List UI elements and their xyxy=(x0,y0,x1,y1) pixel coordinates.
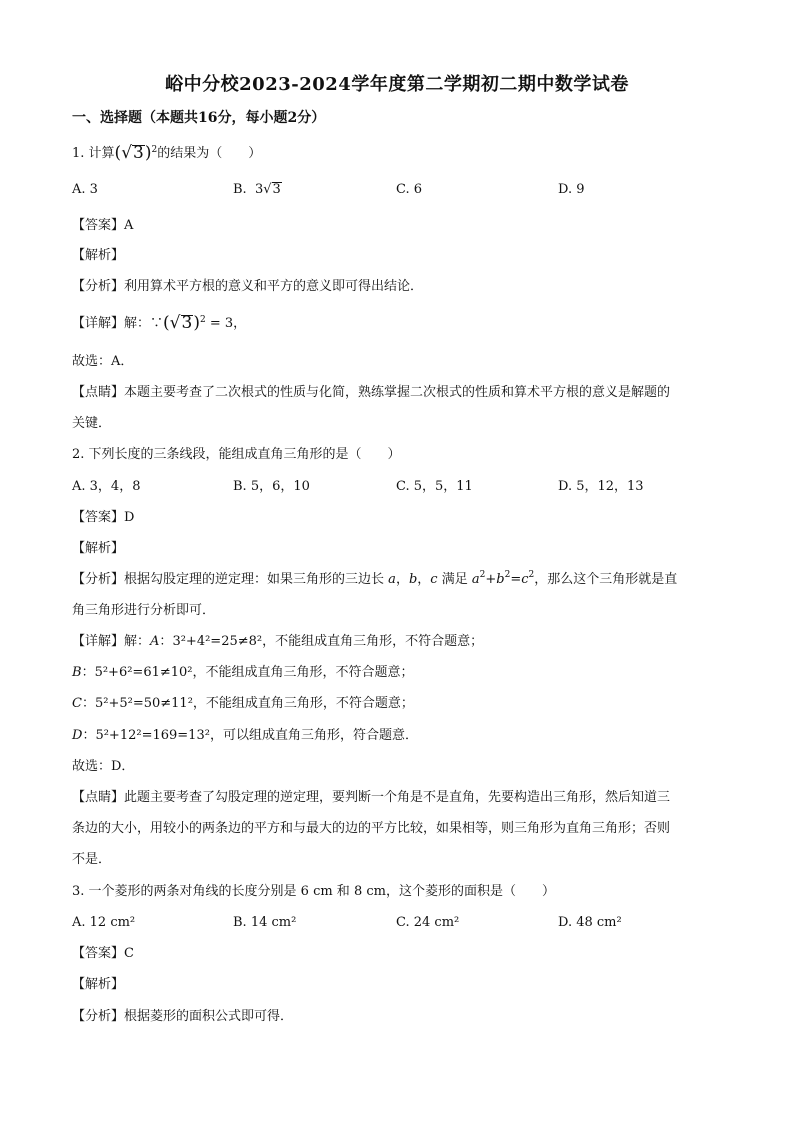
option-c: C. 6 xyxy=(396,182,423,197)
fenxi-2-line1: 【分析】根据勾股定理的逆定理：如果三角形的三边长 a，b，c 满足 $a^2+b^2=c^2$，那么这个三角形就是直 xyxy=(72,570,678,587)
sqrt3-squared-expression: $(√3)^2$ xyxy=(114,143,158,163)
question-1-stem xyxy=(72,144,261,163)
analysis-heading-3: 【解析】 xyxy=(72,977,125,992)
option-d: D. 9 xyxy=(558,182,585,197)
option-d: D. 48 cm² xyxy=(558,915,622,930)
question-3-stem: 3. 一个菱形的两条对角线的长度分别是 6 cm 和 8 cm，这个菱形的面积是（ ） xyxy=(72,884,555,899)
question-1-options xyxy=(72,181,732,199)
comment-1-line1: 【点睛】本题主要考查了二次根式的性质与化简，熟练掌握二次根式的性质和算术平方根的意义是解题的 xyxy=(72,385,671,400)
option-b: B. 3√3 xyxy=(233,182,281,197)
choice-2: 故选：D． xyxy=(72,759,135,774)
analysis-heading-2: 【解析】 xyxy=(72,541,125,556)
option-a: A. 12 cm² xyxy=(72,915,136,930)
comment-2-line2: 条边的大小，用较小的两条边的平方和与最大的边的平方比较，如果相等，则三角形为直角三角形；否则 xyxy=(72,821,671,836)
question-3-options xyxy=(72,914,732,932)
comment-1-line2: 关键． xyxy=(72,416,112,431)
fenxi-1: 【分析】利用算术平方根的意义和平方的意义即可得出结论． xyxy=(72,279,424,294)
answer-value: C xyxy=(124,946,134,961)
option-b: B. 14 cm² xyxy=(233,915,297,930)
detail-2-a: 【详解】解：A：3²+4²=25≠8²，不能组成直角三角形，不符合题意； xyxy=(72,634,484,649)
option-c: C. 24 cm² xyxy=(396,915,460,930)
answer-value: A xyxy=(124,218,134,233)
option-c: C. 5，5，11 xyxy=(396,479,473,494)
option-a: A. 3，4，8 xyxy=(72,479,141,494)
fenxi-3: 【分析】根据菱形的面积公式即可得． xyxy=(72,1009,294,1024)
answer-1 xyxy=(72,217,133,235)
detail-2-c: C：5²+5²=50≠11²，不能组成直角三角形，不符合题意； xyxy=(72,696,414,711)
answer-3: 【答案】C xyxy=(72,946,134,961)
option-a: A. 3 xyxy=(72,182,98,197)
fenxi-2-line2: 角三角形进行分析即可． xyxy=(72,603,216,618)
answer-value: D xyxy=(124,510,135,525)
detail-2-b: B：5²+6²=61≠10²，不能组成直角三角形，不符合题意； xyxy=(72,665,414,680)
comment-2-line1: 【点睛】此题主要考查了勾股定理的逆定理，要判断一个角是不是直角，先要构造出三角形，然后知道三 xyxy=(72,790,671,805)
question-2-stem: 2. 下列长度的三条线段，能组成直角三角形的是（ ） xyxy=(72,447,401,462)
exam-title: 峪中分校2023-2024学年度第二学期初二期中数学试卷 xyxy=(165,74,629,95)
detail-1: 【详解】解：$\because(√3)^2 = 3$， xyxy=(72,313,247,333)
analysis-heading-1: 【解析】 xyxy=(72,248,125,263)
option-b: B. 5，6，10 xyxy=(233,479,310,494)
question-1-suffix: 的结果为（ ） xyxy=(157,146,262,161)
section-heading: 一、选择题（本题共16分，每小题2分） xyxy=(72,110,326,126)
answer-label: 【答案】 xyxy=(72,218,125,233)
question-2-options xyxy=(72,478,732,496)
answer-2: 【答案】D xyxy=(72,510,135,525)
question-1-prefix: 1. 计算 xyxy=(72,146,115,161)
option-d: D. 5，12，13 xyxy=(558,479,644,494)
comment-2-line3: 不是． xyxy=(72,852,112,867)
choice-1: 故选：A． xyxy=(72,354,134,369)
detail-2-d: D：5²+12²=169=13²，可以组成直角三角形，符合题意． xyxy=(72,728,418,743)
